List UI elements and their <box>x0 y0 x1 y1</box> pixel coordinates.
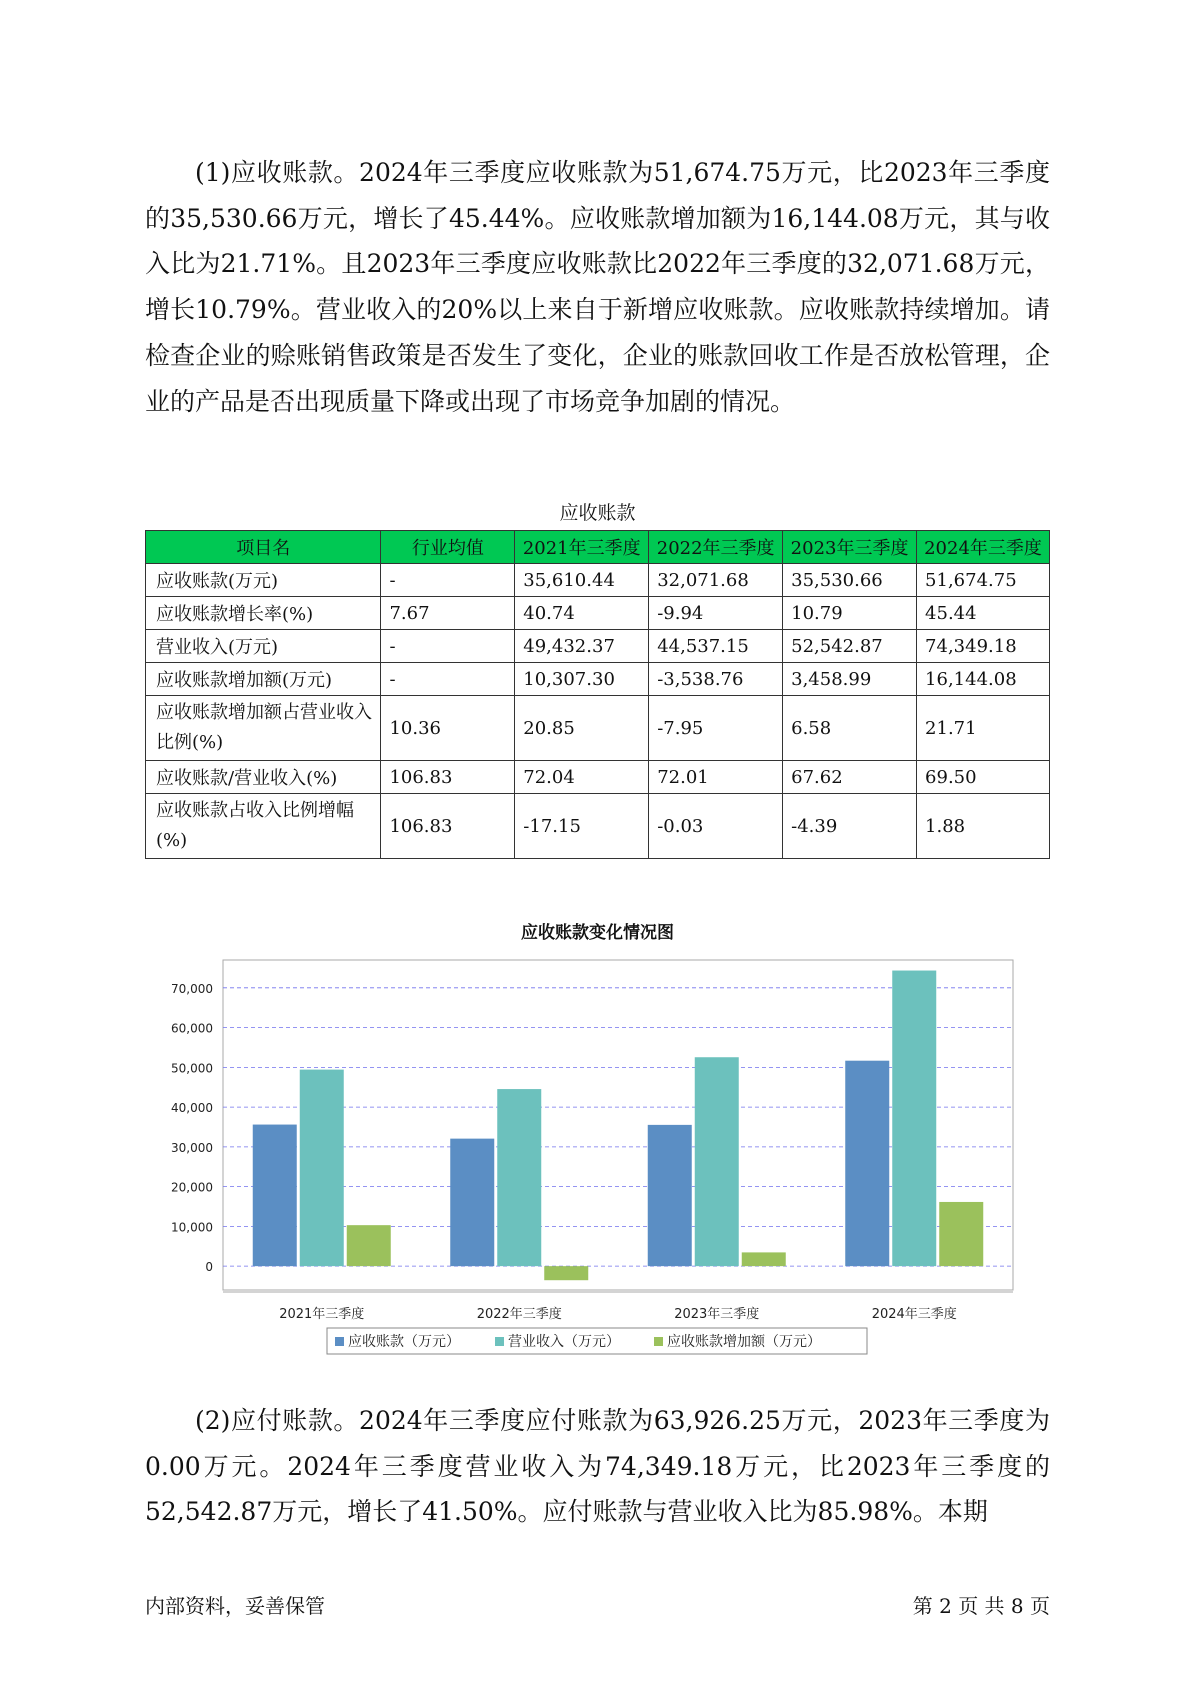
bar <box>695 1057 739 1266</box>
legend-label: 应收账款（万元） <box>348 1334 460 1350</box>
y-tick-label: 20,000 <box>171 1180 213 1195</box>
table-cell: 16,144.08 <box>917 663 1050 696</box>
y-tick-label: 30,000 <box>171 1140 213 1155</box>
bar <box>253 1125 297 1267</box>
table-row <box>146 696 1050 761</box>
bar <box>939 1202 983 1266</box>
row-label: 应收账款增长率(%) <box>146 597 381 630</box>
row-label <box>146 696 381 761</box>
x-tick-label: 2021年三季度 <box>279 1307 365 1322</box>
x-tick-label: 2023年三季度 <box>674 1307 760 1322</box>
bar <box>347 1225 391 1266</box>
table-cell: 35,610.44 <box>515 564 649 597</box>
table-cell: 35,530.66 <box>783 564 917 597</box>
table-cell: -0.03 <box>649 794 783 859</box>
header-2024q3: 2024年三季度 <box>917 531 1050 564</box>
table-row <box>146 761 1050 794</box>
receivables-table <box>145 530 1050 859</box>
table-cell: 10.36 <box>381 696 515 761</box>
header-2021q3: 2021年三季度 <box>515 531 649 564</box>
table-cell: 1.88 <box>917 794 1050 859</box>
footer-page-number: 第 2 页 共 8 页 <box>912 1594 1050 1618</box>
table-header-row <box>146 531 1050 564</box>
table-cell: 32,071.68 <box>649 564 783 597</box>
table-cell: -17.15 <box>515 794 649 859</box>
x-tick-label: 2024年三季度 <box>871 1307 957 1322</box>
table-row <box>146 630 1050 663</box>
table-cell: 44,537.15 <box>649 630 783 663</box>
bar <box>648 1125 692 1266</box>
table-title: 应收账款 <box>559 502 636 524</box>
table-cell: 3,458.99 <box>783 663 917 696</box>
header-item-name: 项目名 <box>146 531 381 564</box>
table-cell: 52,542.87 <box>783 630 917 663</box>
table-cell: 45.44 <box>917 597 1050 630</box>
header-industry-avg: 行业均值 <box>381 531 515 564</box>
bar <box>892 971 936 1267</box>
y-tick-label: 60,000 <box>171 1021 213 1036</box>
table-cell: - <box>381 564 515 597</box>
table-cell: 7.67 <box>381 597 515 630</box>
header-2022q3: 2022年三季度 <box>649 531 783 564</box>
y-tick-label: 70,000 <box>171 981 213 996</box>
table-cell: 6.58 <box>783 696 917 761</box>
y-tick-label: 50,000 <box>171 1061 213 1076</box>
legend-swatch <box>654 1337 663 1346</box>
y-tick-label: 40,000 <box>171 1101 213 1116</box>
chart-title: 应收账款变化情况图 <box>521 923 674 943</box>
table-cell: -9.94 <box>649 597 783 630</box>
table-row <box>146 564 1050 597</box>
table-cell: - <box>381 663 515 696</box>
paragraph-payables: (2)应付账款。2024年三季度应付账款为63,926.25万元，2023年三季度为0.00万元。2024年三季度营业收入为74,349.18万元，比2023年三季度的52,542.87万元，增长了41.50%。应付账款与营业收入比为85.98%。本期 <box>145 1406 1050 1527</box>
table-cell: 20.85 <box>515 696 649 761</box>
row-label: 营业收入(万元) <box>146 630 381 663</box>
bar <box>845 1061 889 1266</box>
table-cell: 106.83 <box>381 761 515 794</box>
y-tick-label: 0 <box>205 1260 213 1275</box>
table-cell: 72.04 <box>515 761 649 794</box>
bar <box>300 1070 344 1267</box>
table-cell: 67.62 <box>783 761 917 794</box>
row-label: 应收账款增加额(万元) <box>146 663 381 696</box>
row-label: 应收账款(万元) <box>146 564 381 597</box>
table-cell: 40.74 <box>515 597 649 630</box>
legend-label: 应收账款增加额（万元） <box>667 1334 821 1350</box>
bar <box>497 1089 541 1266</box>
table-cell: -7.95 <box>649 696 783 761</box>
table-cell: 51,674.75 <box>917 564 1050 597</box>
receivables-bar-chart <box>145 950 1050 1370</box>
footer-confidential: 内部资料，妥善保管 <box>145 1594 325 1618</box>
table-cell: 74,349.18 <box>917 630 1050 663</box>
row-label-text: 应收账款增加额占营业收入比例(%) <box>156 702 372 753</box>
legend-swatch <box>495 1337 504 1346</box>
bar <box>742 1252 786 1266</box>
paragraph-receivables: (1)应收账款。2024年三季度应收账款为51,674.75万元，比2023年三季度的35,530.66万元，增长了45.44%。应收账款增加额为16,144.08万元，其与收入比为21.71%。且2023年三季度应收账款比2022年三季度的32,071.68万元，增长10.79%。营业收入的20%以上来自于新增应收账款。应收账款持续增加。请检查企业的赊账销售政策是否发生了变化，企业的账款回收工作是否放松管理，企业的产品是否出现质量下降或出现了市场竞争加剧的情况。 <box>145 158 1050 416</box>
table-cell: 21.71 <box>917 696 1050 761</box>
table-cell: 72.01 <box>649 761 783 794</box>
table-cell: 49,432.37 <box>515 630 649 663</box>
table-cell: -3,538.76 <box>649 663 783 696</box>
table-row <box>146 794 1050 859</box>
row-label <box>146 794 381 859</box>
legend-swatch <box>335 1337 344 1346</box>
table-cell: 106.83 <box>381 794 515 859</box>
table-cell: 10.79 <box>783 597 917 630</box>
header-2023q3: 2023年三季度 <box>783 531 917 564</box>
table-cell: 69.50 <box>917 761 1050 794</box>
legend-label: 营业收入（万元） <box>508 1334 620 1350</box>
table-row <box>146 597 1050 630</box>
bar <box>450 1139 494 1267</box>
bar <box>544 1266 588 1280</box>
y-tick-label: 10,000 <box>171 1220 213 1235</box>
table-row <box>146 663 1050 696</box>
row-label: 应收账款/营业收入(%) <box>146 761 381 794</box>
table-cell: - <box>381 630 515 663</box>
table-cell: 10,307.30 <box>515 663 649 696</box>
x-tick-label: 2022年三季度 <box>476 1307 562 1322</box>
table-cell: -4.39 <box>783 794 917 859</box>
row-label-text: 应收账款占收入比例增幅(%) <box>156 800 354 851</box>
